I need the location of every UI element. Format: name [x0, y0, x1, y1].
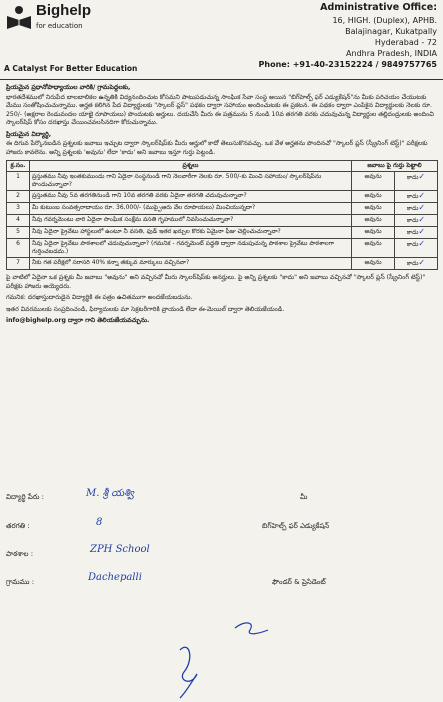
answer-yes-option[interactable] — [352, 258, 395, 270]
address-line: Hyderabad - 72 — [374, 38, 437, 47]
school-label: పాఠశాల — [6, 550, 29, 558]
instructions-paragraph: ఈ దిగువ పేర్కొనబడిన ప్రశ్నలకు జవాబు ఇచ్చుట ద్వారా స్కాలర్‌షిప్‌కు మీరు అర్హులో కాదో తెలుసుకొనవచ్చు. ఒక వేళ అర్హతను పొందినచో "స్కాలర్ ప్లస్ (స్క్రీనింగ్ టెస్ట్)" పరీక్షలకు హాజరు కావలెను. అన్ని ప్రశ్నలకు 'అవును' లేదా 'కాదు' అని జవాబు ఇస్తూ గుర్తు పెట్టండి. — [6, 140, 428, 156]
row-serial: 1 — [7, 172, 30, 191]
checkmark-icon: ✓ — [418, 258, 426, 267]
village-value: Dachepalli — [88, 572, 142, 583]
row-serial: 3 — [7, 203, 30, 215]
student-salutation: ప్రియమైన విద్యార్థి, — [6, 130, 52, 138]
brand-name: Bighelp — [36, 2, 91, 19]
office-title: Administrative Office: — [320, 2, 437, 13]
organisation-sign: బిగ్‌హెల్ప్ ఫర్ ఎడ్యుకేషన్ — [262, 522, 330, 530]
table-row — [7, 227, 438, 239]
answer-no-option[interactable] — [395, 203, 438, 215]
address-line: Andhra Pradesh, INDIA — [346, 49, 437, 58]
class-label: తరగతి — [6, 522, 26, 530]
row-serial: 7 — [7, 258, 30, 270]
founder-sign: ఫౌండర్ & ప్రెసిడెంట్ — [272, 578, 326, 586]
salutation: ప్రియమైన ప్రధానోపాధ్యాయుల వారికి/ గ్రామపెద్దలకు, — [6, 84, 131, 91]
school-value: ZPH School — [90, 544, 150, 555]
yes-label: అవును — [364, 204, 382, 211]
row-serial: 6 — [7, 239, 30, 258]
col-header-answer: జవాబు పై గుర్తు పెట్టాలి — [352, 161, 438, 172]
row-question: ప్రస్తుతము నీవు 5వ తరగతినుండి గాని 10వ తరగతి వరకు ఏదైనా తరగతి చదువుచున్నావా? — [30, 191, 352, 203]
answer-no-option[interactable] — [395, 239, 438, 258]
phone-numbers: Phone: +91-40-23152224 / 9849757765 — [258, 60, 437, 69]
yes-label: అవును — [364, 240, 382, 247]
question-rows — [7, 172, 438, 270]
row-question: మీ కుటుంబ సంవత్సరాదాయం రూ. 36,000/- (ముప్పైఆరు వేల రూపాయలు) మించియున్నదా? — [30, 203, 352, 215]
answer-no-option[interactable] — [395, 227, 438, 239]
class-row: తరగతి : — [6, 522, 30, 530]
yes-label: అవును — [364, 192, 382, 199]
class-value: 8 — [96, 517, 103, 528]
table-row — [7, 172, 438, 191]
name-label: విద్యార్థి పేరు — [6, 493, 40, 501]
answer-no-option[interactable] — [395, 215, 438, 227]
address-line: Balajinagar, Kukatpally — [345, 27, 437, 36]
answer-yes-option[interactable] — [352, 239, 395, 258]
col-header-questions: ప్రశ్నలు — [30, 161, 352, 172]
village-label: గ్రామము — [6, 578, 30, 586]
row-question: నీకు గత పరీక్షలో సరాసరి 40% కన్నా తక్కువ మార్కులు వచ్చినవా? — [30, 258, 352, 270]
table-row — [7, 258, 438, 270]
yes-label: అవును — [364, 259, 382, 266]
intro-paragraph: భారతదేశములో నిరుపేద బాలబాలికల ఉన్నతికి విద్యనందించుట కోసమని పాటుపడుచున్న సాంఘిక సేవా సంస్థ అయిన "బిగ్‌హెల్ప్ ఫర్ ఎడ్యుకేషన్"ను మీకు పరిచయం చేయుటకు మేము సంతోషించుచున్నాము. అర్హత కలిగిన పేద విద్యార్థులకు "స్కాలర్ ప్లస్" పథకం ద్వారా సహాయం అందించుటకు ఈ ప్రకటన. ఈ పథకం ద్వారా ఎంపికైన విద్యార్థులకు నెలకు రూ. 250/- (అక్షరాల రెండువందల యాభై రూపాయలు) పొందుటకు అర్హులు. దయచేసి మీరు ఈ పత్రమును 5 నుండి 10వ తరగతి వరకు చదువుచున్న విద్యార్థుల తల్లిదండ్రులకు అందించి స్కాలర్‌షిప్ కోసం దరఖాస్తు చేయించవలసినదిగా కోరుచున్నాము. — [6, 93, 434, 126]
result-paragraph: పై వాటిలో ఏదైనా ఒక ప్రశ్నకు మీ జవాబు "అవును" అని వచ్చినచో మీరు స్కాలర్‌షిప్‌కు అనర్హులు. పై అన్ని ప్రశ్నలకు "కాదు" అని జవాబు వచ్చినచో "స్కాలర్ ప్లస్ (స్క్రీనింగ్ టెస్ట్)" పరీక్షకు హాజరు అయ్యెదరు. — [6, 274, 426, 290]
row-question: ప్రస్తుతము నీవు ఇంతకుముందు గాని ఏదైనా సంస్థనుండి గాని నెలవారీగా నెలకు రూ. 500/-కు మించి సహాయం/ స్కాలర్‌షిప్‌ను పొందుచున్నావా? — [30, 172, 352, 191]
answer-yes-option[interactable] — [352, 215, 395, 227]
brand-subtitle: for education — [36, 22, 83, 30]
answer-no-option[interactable] — [395, 172, 438, 191]
answer-no-option[interactable] — [395, 258, 438, 270]
tagline: A Catalyst For Better Education — [4, 64, 138, 73]
no-label: కాదు — [406, 260, 419, 267]
row-question: నీవు ఏదైనా ప్రైవేటు పాఠశాలలో చదువుచున్నావా? (గమనిక - గవర్నమెంట్ పద్ధతి ద్వారా నడుపుచున్న పాఠశాల ప్రైవేటు పాఠశాలగా గుర్తించబడదు.) — [30, 239, 352, 258]
row-serial: 4 — [7, 215, 30, 227]
signature-scribble-icon — [150, 610, 290, 702]
school-row: పాఠశాల : — [6, 550, 34, 558]
answer-yes-option[interactable] — [352, 203, 395, 215]
no-label: కాదు — [406, 174, 419, 181]
row-serial: 5 — [7, 227, 30, 239]
no-label: కాదు — [406, 205, 419, 212]
no-label: కాదు — [406, 241, 419, 248]
answer-no-option[interactable] — [395, 191, 438, 203]
checkmark-icon: ✓ — [418, 191, 426, 200]
yes-label: అవును — [364, 228, 382, 235]
checkmark-icon: ✓ — [418, 227, 426, 236]
checkmark-icon: ✓ — [418, 203, 426, 212]
answer-yes-option[interactable] — [352, 191, 395, 203]
eligibility-questions-table — [6, 160, 438, 270]
name-row: విద్యార్థి పేరు : — [6, 493, 44, 501]
email-line: info@bighelp.org ద్వారా గాని తెలియజేయవచ్చును. — [6, 317, 150, 324]
contact-paragraph: ఇతర వివరములకు సంప్రదించండి, ఫిర్యాదులకు మా సెక్రటరీగారికి వ్రాయండి లేదా ఈ-మెయిల్ ద్వారా తెలియజేయండి. — [6, 305, 285, 313]
checkmark-icon: ✓ — [418, 172, 426, 181]
yes-label: అవును — [364, 173, 382, 180]
no-label: కాదు — [406, 217, 419, 224]
book-logo-icon — [6, 4, 32, 30]
checkmark-icon: ✓ — [418, 215, 426, 224]
address-line: 16, HIGH. (Duplex), APHB. — [332, 16, 437, 25]
letterhead — [0, 0, 443, 80]
row-serial: 2 — [7, 191, 30, 203]
answer-yes-option[interactable] — [352, 227, 395, 239]
checkmark-icon: ✓ — [418, 239, 426, 248]
yes-label: అవును — [364, 216, 382, 223]
table-row — [7, 203, 438, 215]
closing-word: మీ — [300, 493, 308, 501]
col-header-serial: క్ర.సం. — [7, 161, 30, 172]
name-value: M. శ్రీ యశ్వి — [86, 488, 135, 499]
note-paragraph: గమనిక: దరఖాస్తుదారుడైన విద్యార్థికి ఈ పత్రం ఉచితముగా అందజేయబడును. — [6, 294, 193, 301]
header-divider — [0, 79, 443, 80]
table-header-row — [7, 161, 438, 172]
village-row: గ్రామము : — [6, 578, 35, 586]
row-question: నీవు గవర్నమెంటు వారి ఏదైనా సాంఘిక సంక్షేమ వసతి గృహములో నివసించుచున్నావా? — [30, 215, 352, 227]
no-label: కాదు — [406, 193, 419, 200]
table-row — [7, 239, 438, 258]
letter-body — [6, 84, 438, 332]
answer-yes-option[interactable] — [352, 172, 395, 191]
row-question: నీవు ఏదైనా ప్రైవేటు హాస్టలులో ఉంటూ నీ వసతి, ఫుడ్ ఇతర ఖర్చుల కొరకు ఏమైనా ఫీజు చెల్లించుచున్నావా? — [30, 227, 352, 239]
office-address-block — [237, 2, 437, 70]
table-row — [7, 215, 438, 227]
no-label: కాదు — [406, 229, 419, 236]
table-row — [7, 191, 438, 203]
